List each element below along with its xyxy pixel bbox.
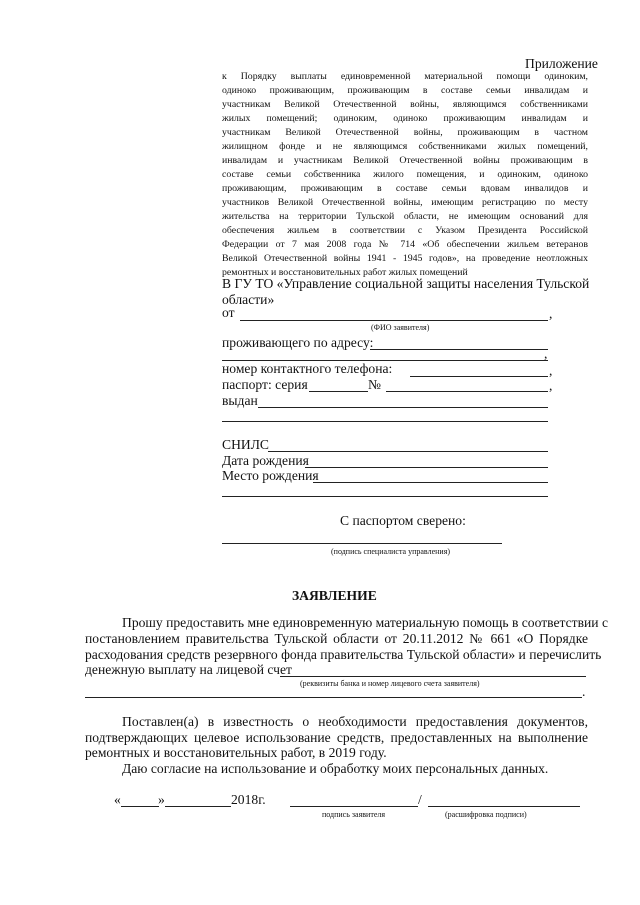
birth-place-label: Место рождения [222,468,319,483]
quote-open: « [114,792,121,807]
statement-line: денежную выплату на лицевой счет [85,662,292,677]
passport-checked-label: С паспортом сверено: [340,513,466,528]
appendix-title: Приложение [525,56,598,71]
signature-caption: подпись заявителя [322,810,386,819]
addressee-line: области» [222,292,275,307]
appendix-line: к Порядку выплаты единовременной материальной помощи одиноким, [222,71,588,82]
passport-series-field[interactable] [309,391,368,392]
appendix-line: составе семьи собственника жилого помещения, и одиноким, одиноко [222,169,588,180]
issued-label: выдан [222,393,258,408]
consent-line: Даю согласие на использование и обработку моих персональных данных. [122,761,549,776]
fio-field[interactable] [240,320,548,321]
slash: / [418,792,422,807]
statement-line: ремонтных и восстановительных работ, в 2019 году. [85,745,387,760]
phone-field[interactable] [410,376,548,377]
birth-date-label: Дата рождения [222,453,309,468]
address-label: проживающего по адресу: [222,335,374,350]
signature-transcript-field[interactable] [428,806,580,807]
issued-field[interactable] [258,407,548,408]
phone-label: номер контактного телефона: [222,361,393,376]
appendix-line: Федерации от 7 мая 2008 года № 714 «Об обеспечении жильем ветеранов [222,239,588,250]
statement-line: Прошу предоставить мне единовременную материальную помощь в соответствии с [122,615,609,630]
appendix-line: жилых помещений; одиноким, одиноко проживающим инвалидам и [222,113,588,124]
appendix-line: жилищном фонде и не являющимся собственниками жилых помещений, [222,141,588,152]
appendix-line: участникам Великой Отечественной войны, проживающим в частном [222,127,588,138]
comma: , [549,363,553,378]
passport-series-label: паспорт: серия [222,377,308,392]
birth-place-field[interactable] [313,482,548,483]
addressee-line: В ГУ ТО «Управление социальной защиты населения Тульской [222,276,590,291]
comma: , [549,378,553,393]
passport-number-field[interactable] [386,391,548,392]
snils-label: СНИЛС [222,437,269,452]
appendix-line: жительства на территории Тульской области, не имеющим оснований для [222,211,588,222]
statement-line: расходования средств резервного фонда правительства Тульской области» и перечислить [85,647,602,662]
birth-place-field-2[interactable] [222,496,548,497]
statement-line: подтверждающих целевое использование средств, предоставленных на выполнение [85,730,588,745]
appendix-line: Великой Отечественной войны 1941 - 1945 годов», на проведение неотложных [222,253,588,264]
fio-caption: (ФИО заявителя) [371,323,430,332]
appendix-line: инвалидам и участникам Великой Отечественной войны проживающим в [222,155,588,166]
appendix-line: участников Великой Отечественной войны, имеющим регистрацию по месту [222,197,588,208]
statement-line: постановлением правительства Тульской области от 20.11.2012 № 661 «О Порядке [85,631,588,646]
transcript-caption: (расшифровка подписи) [445,810,527,819]
year-label: 2018г. [231,792,266,807]
appendix-line: ремонтных и восстановительных работ жилых помещений [222,267,468,278]
comma: , [544,346,548,361]
bank-account-field-2[interactable] [85,697,582,698]
birth-date-field[interactable] [305,467,548,468]
appendix-line: обеспечения жильем в соответствии с Указом Президента Российской [222,225,588,236]
address-field[interactable] [370,349,548,350]
specialist-caption: (подпись специалиста управления) [331,547,451,556]
month-field[interactable] [165,806,231,807]
from-label: от [222,305,235,320]
appendix-line: одиноко проживающим, проживающим в составе семьи инвалидам и [222,85,588,96]
issued-field-2[interactable] [222,421,548,422]
day-field[interactable] [121,806,159,807]
appendix-line: участникам Великой Отечественной войны, являющимся собственниками [222,99,588,110]
appendix-line: проживающим, проживающим в составе семьи вдовам инвалидов и [222,183,588,194]
bank-caption: (реквизиты банка и номер лицевого счета заявителя) [300,679,480,688]
quote-close: » [158,792,165,807]
number-sign: № [368,377,381,392]
statement-title: ЗАЯВЛЕНИЕ [292,588,377,603]
comma: , [549,306,553,321]
bank-account-field[interactable] [280,676,586,677]
specialist-signature-field[interactable] [222,543,502,544]
statement-line: Поставлен(а) в известность о необходимости предоставления документов, [122,714,588,729]
period: . [582,684,586,699]
applicant-signature-field[interactable] [290,806,418,807]
snils-field[interactable] [268,451,548,452]
